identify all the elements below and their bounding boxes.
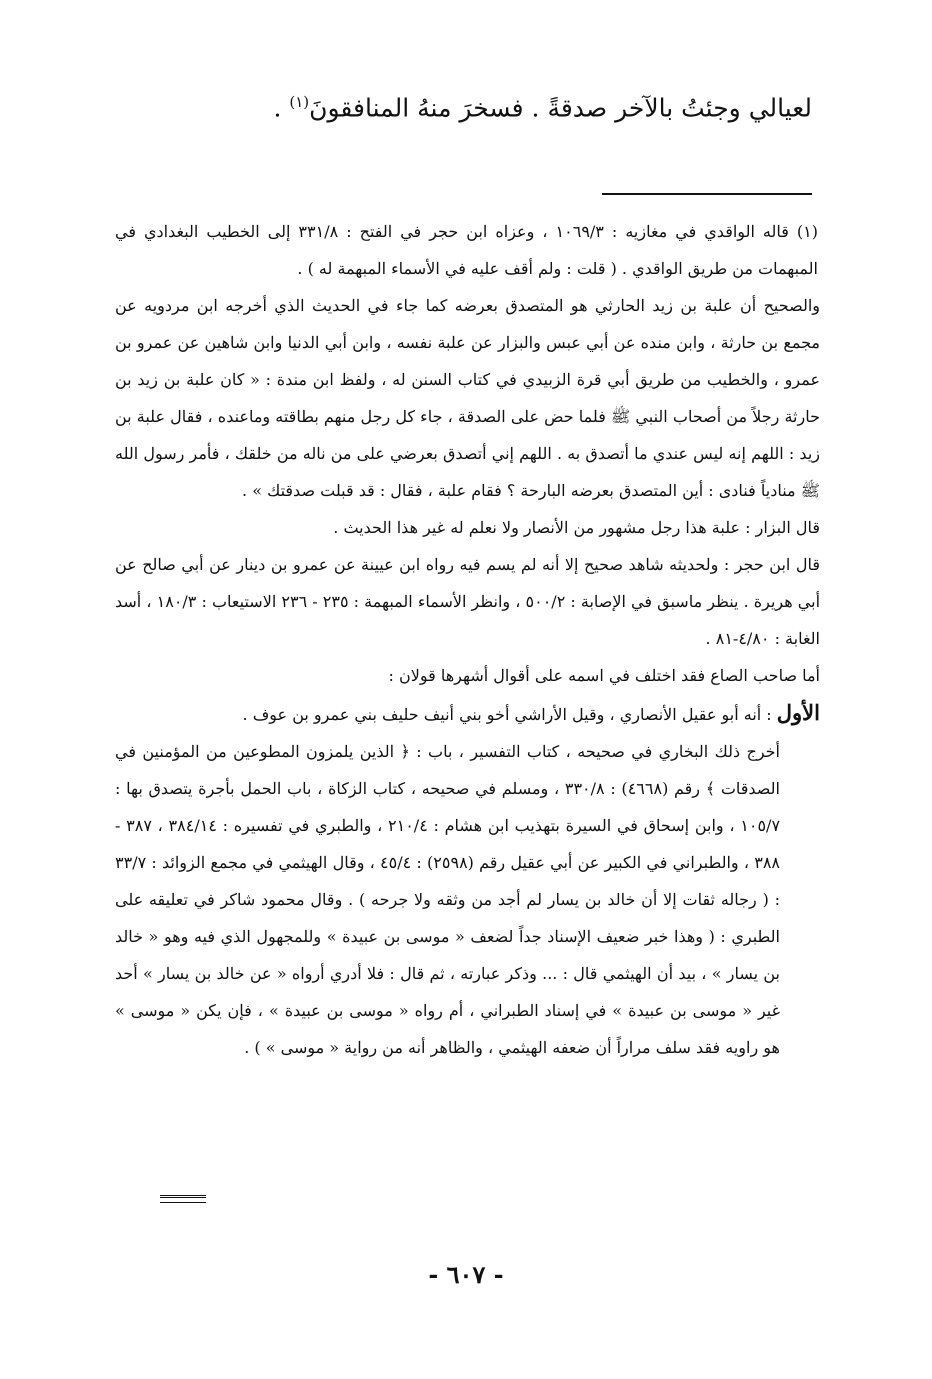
footnote-paragraph-saa: أما صاحب الصاع فقد اختلف في اسمه على أقوال أشهرها قولان :	[388, 666, 820, 685]
page-number: - ٦٠٧ -	[428, 1260, 504, 1289]
label-awwal: الأول	[776, 700, 820, 725]
footnote-paragraph-correct-view: والصحيح أن علبة بن زيد الحارثي هو المتصدق بعرضه كما جاء في الحديث الذي أخرجه ابن مردويه عن مجمع بن حارثة ، وابن منده عن أبي عبس والبزار عن علبة نفسه ، وابن أبي الدنيا وابن شاهين عن عمرو بن عمرو ، والخطيب من طريق أبي قرة الزبيدي في كتاب السنن له ، ولفظ ابن مندة : « كان علبة بن زيد بن حارثة رجلاً من أصحاب النبي ﷺ فلما حض على الصدقة ، جاء كل رجل منهم بطاقته وماعنده ، فقال علبة بن زيد : اللهم إنه ليس عندي ما أتصدق به . اللهم إني أتصدق بعرضي على من ناله من خلقك ، فأمر رسول الله ﷺ منادياً فنادى : أين المتصدق بعرضه البارحة ؟ فقام علبة ، فقال : قد قبلت صدقتك » .	[115, 296, 821, 500]
footnote-paragraph-ibn-hajar: قال ابن حجر : ولحديثه شاهد صحيح إلا أنه لم يسم فيه رواه ابن عيينة عن عمرو بن دينار عن أبي صالح عن أبي هريرة . ينظر ماسبق في الإصابة : ٥٠٠/٢ ، وانظر الأسماء المبهمة : ٢٣٥ - ٢٣٦ الاستيعاب : ١٨٠/٣ ، أسد الغابة : ٤/٨٠-٨١ .	[115, 555, 821, 648]
footnote-marker: (١)	[289, 93, 310, 111]
main-text-end: .	[273, 93, 290, 123]
footnote-paragraph-takhrij: أخرج ذلك البخاري في صحيحه ، كتاب التفسير ، باب : ﴿ الذين يلمزون المطوعين من المؤمنين في الصدقات ﴾ رقم (٤٦٦٨) : ٣٣٠/٨ ، ومسلم في صحيحه ، كتاب الزكاة ، باب الحمل بأجرة يتصدق بها : ١٠٥/٧ ، وابن إسحاق في السيرة بتهذيب ابن هشام : ٢١٠/٤ ، والطبري في تفسيره : ٣٨٤/١٤ ، ٣٨٧ - ٣٨٨ ، والطبراني في الكبير عن أبي عقيل رقم (٢٥٩٨) : ٤٥/٤ ، وقال الهيثمي في مجمع الزوائد : ٣٣/٧ : ( رجاله ثقات إلا أن خالد بن يسار لم أجد من وثقه ولا جرحه ) . وقال محمود شاكر في تعليقه على الطبري : ( وهذا خبر ضعيف الإسناد جداً لضعف « موسى بن عبيدة » وللمجهول الذي فيه وهو « خالد بن يسار » ، بيد أن الهيثمي قال : ... وذكر عبارته ، ثم قال : فلا أدري أرواه « عن خالد بن يسار » أحد غير « موسى بن عبيدة » في إسناد الطبراني ، أم رواه « موسى بن عبيدة » ، فإن يكن « موسى » هو راويه فقد سلف مراراً أن ضعفه الهيثمي ، والظاهر أنه من رواية « موسى » ) .	[115, 742, 781, 1057]
main-text: لعيالي وجئتُ بالآخر صدقةً . فسخرَ منهُ المنافقونَ	[309, 93, 812, 123]
awwal-text: : أنه أبو عقيل الأنصاري ، وقيل الأراشي أخو بني أنيف حليف بني عمرو بن عوف .	[242, 705, 777, 724]
main-text-line	[112, 82, 812, 128]
end-of-note-rule	[160, 1195, 206, 1203]
footnote-1: (١) قاله الواقدي في مغازيه : ١٠٦٩/٣ ، وعزاه ابن حجر في الفتح : ٣٣١/٨ إلى الخطيب البغدادي في المبهمات من طريق الواقدي . ( قلت : ولم أقف عليه في الأسماء المبهمة له ) .	[115, 222, 818, 278]
footnote-paragraph-awwal	[115, 694, 820, 733]
footnote-separator	[602, 193, 812, 195]
footnote-paragraph-bazzar: قال البزار : علبة هذا رجل مشهور من الأنصار ولا نعلم له غير هذا الحديث .	[333, 518, 820, 537]
footnotes	[115, 213, 820, 1066]
